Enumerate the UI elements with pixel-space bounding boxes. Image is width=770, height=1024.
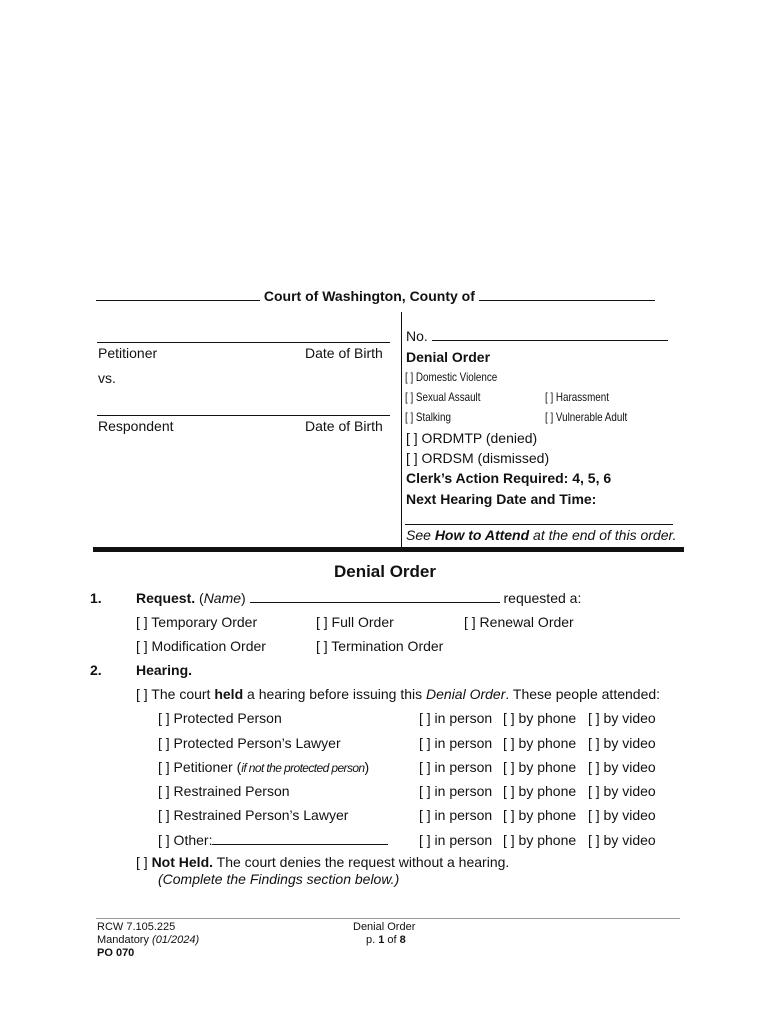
- by-video-5: [ ] by video: [588, 807, 656, 823]
- case-number: [406, 328, 668, 344]
- option-termination-order: [ ] Termination Order: [316, 638, 444, 654]
- by-phone-4: [ ] by phone: [503, 783, 577, 799]
- by-video-4: [ ] by video: [588, 783, 656, 799]
- hearing-held-line: [ ] The court held a hearing before issuing this Denial Order. These people attended:: [136, 686, 661, 702]
- footer-rcw: RCW 7.105.225: [97, 921, 176, 933]
- caption-thick-rule: [93, 547, 684, 552]
- option-temporary-order: [ ] Temporary Order: [136, 614, 258, 630]
- footer-page-number: p. 1 of 8: [366, 934, 406, 946]
- court-title: Court of Washington, County of: [263, 288, 475, 304]
- respondent-dob-label: Date of Birth: [305, 418, 383, 434]
- option-ordsm: [ ] ORDSM (dismissed): [406, 450, 550, 466]
- hearing-not-held: [ ] Not Held. The court denies the request without a hearing.: [136, 854, 510, 870]
- option-ordmtp: [ ] ORDMTP (denied): [406, 430, 538, 446]
- by-phone-3: [ ] by phone: [503, 759, 577, 775]
- petitioner-dob-label: Date of Birth: [305, 345, 383, 361]
- county-blank: [479, 288, 655, 301]
- next-hearing-line: [405, 524, 673, 525]
- footer-rule: [96, 918, 680, 919]
- attendee-protected-person: [ ] Protected Person: [158, 710, 282, 726]
- attendee-restrained-lawyer: [ ] Restrained Person’s Lawyer: [158, 807, 349, 823]
- in-person-2: [ ] in person: [419, 735, 493, 751]
- clerk-action: Clerk’s Action Required: 4, 5, 6: [406, 470, 612, 486]
- section-2-number: 2.: [90, 662, 102, 678]
- attendee-protected-lawyer: [ ] Protected Person’s Lawyer: [158, 735, 341, 751]
- request-label: Request.: [136, 590, 196, 606]
- option-modification-order: [ ] Modification Order: [136, 638, 266, 654]
- by-phone-6: [ ] by phone: [503, 832, 577, 848]
- order-title: Denial Order: [406, 349, 491, 365]
- petitioner-note: if not the protected person: [241, 761, 365, 775]
- option-vulnerable-adult: [ ] Vulnerable Adult: [545, 410, 628, 424]
- option-harassment: [ ] Harassment: [545, 390, 609, 404]
- in-person-4: [ ] in person: [419, 783, 493, 799]
- footer-title: Denial Order: [353, 921, 416, 933]
- in-person-3: [ ] in person: [419, 759, 493, 775]
- case-number-blank: [432, 328, 668, 341]
- attendee-restrained-person: [ ] Restrained Person: [158, 783, 290, 799]
- footer-mandatory: Mandatory (01/2024): [97, 934, 200, 946]
- option-renewal-order: [ ] Renewal Order: [464, 614, 574, 630]
- by-video-6: [ ] by video: [588, 832, 656, 848]
- by-phone-1: [ ] by phone: [503, 710, 577, 726]
- option-domestic-violence: [ ] Domestic Violence: [405, 370, 498, 384]
- by-video-3: [ ] by video: [588, 759, 656, 775]
- vs-label: vs.: [98, 370, 116, 386]
- in-person-6: [ ] in person: [419, 832, 493, 848]
- requested-text: requested a:: [503, 590, 582, 606]
- hearing-label: Hearing.: [136, 662, 193, 678]
- respondent-line: [97, 415, 390, 416]
- in-person-1: [ ] in person: [419, 710, 493, 726]
- by-video-2: [ ] by video: [588, 735, 656, 751]
- requester-name-blank: [250, 590, 500, 603]
- by-video-1: [ ] by video: [588, 710, 656, 726]
- option-full-order: [ ] Full Order: [316, 614, 394, 630]
- in-person-5: [ ] in person: [419, 807, 493, 823]
- attendee-other: [ ] Other:: [158, 832, 388, 848]
- petitioner-line: [97, 342, 390, 343]
- name-label: Name: [203, 590, 242, 606]
- petitioner-label: Petitioner: [98, 345, 158, 361]
- how-to-attend-link: How to Attend: [434, 527, 530, 543]
- attendee-petitioner: [ ] Petitioner (if not the protected person): [158, 759, 370, 775]
- other-blank: [212, 832, 388, 845]
- caption-divider: [401, 312, 402, 548]
- footer-form-code: PO 070: [97, 947, 135, 959]
- respondent-label: Respondent: [98, 418, 174, 434]
- page-heading: Denial Order: [333, 562, 437, 581]
- case-number-label: No.: [406, 328, 428, 344]
- section-1-number: 1.: [90, 590, 102, 606]
- option-stalking: [ ] Stalking: [405, 410, 451, 424]
- court-name-blank: [96, 288, 260, 301]
- findings-note: (Complete the Findings section below.): [158, 871, 400, 887]
- by-phone-2: [ ] by phone: [503, 735, 577, 751]
- court-header: [96, 288, 655, 304]
- how-to-attend-note: See How to Attend at the end of this order.: [406, 527, 677, 543]
- by-phone-5: [ ] by phone: [503, 807, 577, 823]
- section-1-request: Request. (Name) requested a:: [136, 590, 582, 606]
- option-sexual-assault: [ ] Sexual Assault: [405, 390, 481, 404]
- next-hearing-label: Next Hearing Date and Time:: [406, 491, 597, 507]
